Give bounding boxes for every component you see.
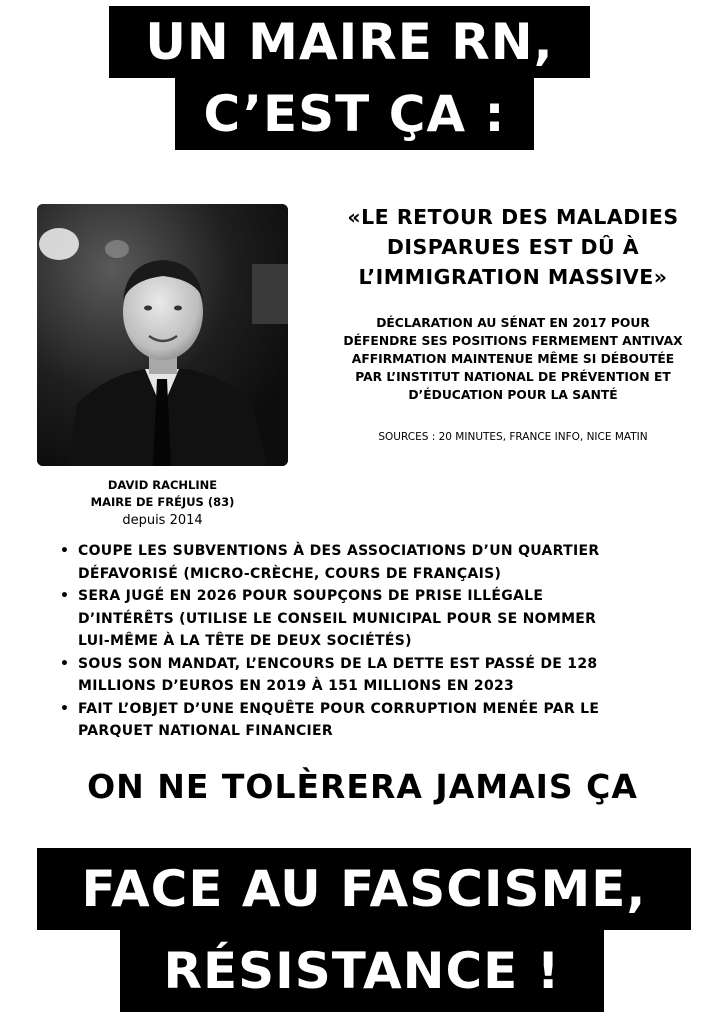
mayor-since: depuis 2014: [122, 513, 203, 528]
footer-line-2: RÉSISTANCE !: [120, 930, 604, 1012]
list-item: [60, 540, 710, 585]
slogan: ON NE TOLÈRERA JAMAIS ÇA: [87, 767, 638, 806]
sources: SOURCES : 20 MINUTES, FRANCE INFO, NICE MATIN: [378, 431, 648, 443]
list-item-line: • SOUS SON MANDAT, L’ENCOURS DE LA DETTE EST PASSÉ DE 128: [78, 655, 598, 672]
headline-line-1: UN MAIRE RN,: [109, 6, 590, 78]
quote-line: L’IMMIGRATION MASSIVE»: [358, 265, 668, 289]
list-item-line: D’INTÉRÊTS (UTILISE LE CONSEIL MUNICIPAL POUR SE NOMMER: [78, 610, 597, 627]
declaration-line: DÉCLARATION AU SÉNAT EN 2017 POUR: [376, 316, 650, 330]
quote: [318, 202, 708, 292]
list-item-line: • FAIT L’OBJET D’UNE ENQUÊTE POUR CORRUPTION MENÉE PAR LE: [78, 700, 600, 717]
list-item: [60, 653, 710, 698]
list-item-line: LUI-MÊME À LA TÊTE DE DEUX SOCIÉTÉS): [78, 633, 412, 649]
list-item-line: MILLIONS D’EUROS EN 2019 À 151 MILLIONS EN 2023: [78, 678, 515, 694]
footer-line-1: FACE AU FASCISME,: [37, 848, 691, 930]
list-item-line: PARQUET NATIONAL FINANCIER: [78, 723, 333, 739]
declaration: [318, 314, 708, 404]
declaration-line: PAR L’INSTITUT NATIONAL DE PRÉVENTION ET: [355, 370, 671, 384]
declaration-line: AFFIRMATION MAINTENUE MÊME SI DÉBOUTÉE: [351, 352, 675, 366]
list-item-line: • COUPE LES SUBVENTIONS À DES ASSOCIATIONS D’UN QUARTIER: [78, 543, 600, 559]
list-item-line: DÉFAVORISÉ (MICRO-CRÈCHE, COURS DE FRANÇAIS): [78, 565, 502, 582]
portrait-photo: [37, 204, 288, 466]
portrait-caption: [37, 477, 288, 531]
mayor-title: MAIRE DE FRÉJUS (83): [90, 495, 235, 509]
list-item-line: • SERA JUGÉ EN 2026 POUR SOUPÇONS DE PRISE ILLÉGALE: [78, 588, 544, 604]
list-item: [60, 585, 710, 653]
headline-line-2: C’EST ÇA :: [175, 78, 534, 150]
declaration-line: D’ÉDUCATION POUR LA SANTÉ: [408, 388, 618, 402]
quote-line: «LE RETOUR DES MALADIES: [347, 205, 679, 229]
quote-line: DISPARUES EST DÛ À: [386, 235, 640, 259]
mayor-name: DAVID RACHLINE: [107, 478, 218, 492]
declaration-line: DÉFENDRE SES POSITIONS FERMEMENT ANTIVAX: [343, 334, 683, 348]
list-item: [60, 698, 710, 743]
facts-list: [60, 540, 710, 743]
